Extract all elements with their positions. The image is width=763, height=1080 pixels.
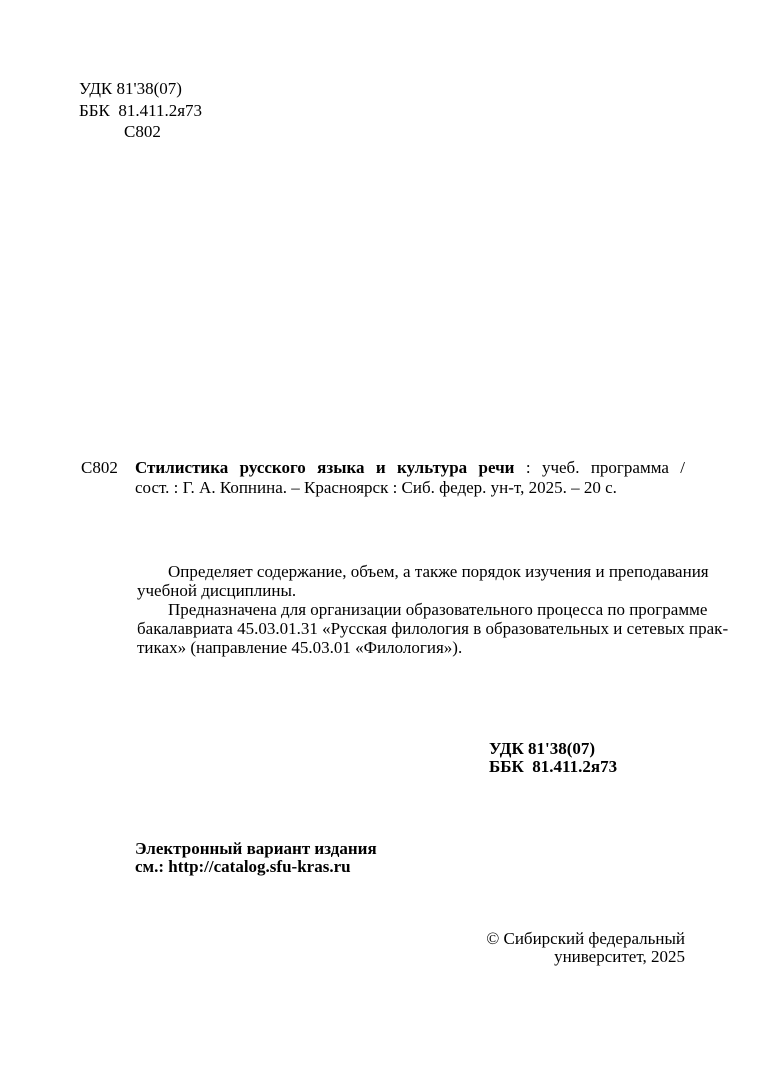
entry-title: Стилистика русского языка и культура речи bbox=[135, 458, 515, 477]
index-block bbox=[489, 740, 617, 777]
index-udk-code: УДК 81'38(07) bbox=[489, 739, 596, 758]
annotation-p2-line2: бакалавриата 45.03.01.31 «Русская филология в образовательных и сетевых прак- bbox=[137, 619, 729, 638]
entry-author-sign: С802 bbox=[81, 458, 118, 477]
copyright-line1: © Сибирский федеральный bbox=[486, 929, 685, 948]
catalog-entry bbox=[80, 458, 685, 498]
entry-subtitle: : учеб. программа / bbox=[514, 458, 685, 477]
entry-line-1 bbox=[80, 458, 685, 478]
bbk-code: ББК 81.411.2я73 bbox=[79, 100, 203, 120]
annotation-p1-line2: учебной дисциплины. bbox=[137, 581, 297, 600]
copyright-line2: университет, 2025 bbox=[554, 947, 685, 967]
electronic-version-note bbox=[135, 840, 377, 877]
entry-line-2: сост. : Г. А. Копнина. – Красноярск : Сиб. федер. ун-т, 2025. – 20 с. bbox=[135, 478, 617, 497]
eversion-url: см.: http://catalog.sfu-kras.ru bbox=[135, 857, 351, 877]
udk-code: УДК 81'38(07) bbox=[79, 79, 182, 98]
author-sign: С802 bbox=[124, 122, 161, 142]
index-bbk-code: ББК 81.411.2я73 bbox=[489, 757, 618, 777]
annotation-p2-line3: тиках» (направление 45.03.01 «Филология»). bbox=[137, 638, 463, 657]
annotation-p2-line1: Предназначена для организации образовательного процесса по программе bbox=[168, 600, 708, 619]
annotation-block bbox=[137, 562, 729, 657]
classification-block bbox=[79, 78, 202, 143]
annotation-p1-line1: Определяет содержание, объем, а также порядок изучения и преподавания bbox=[168, 562, 709, 581]
eversion-title: Электронный вариант издания bbox=[135, 839, 377, 858]
copyright-notice bbox=[486, 930, 685, 967]
